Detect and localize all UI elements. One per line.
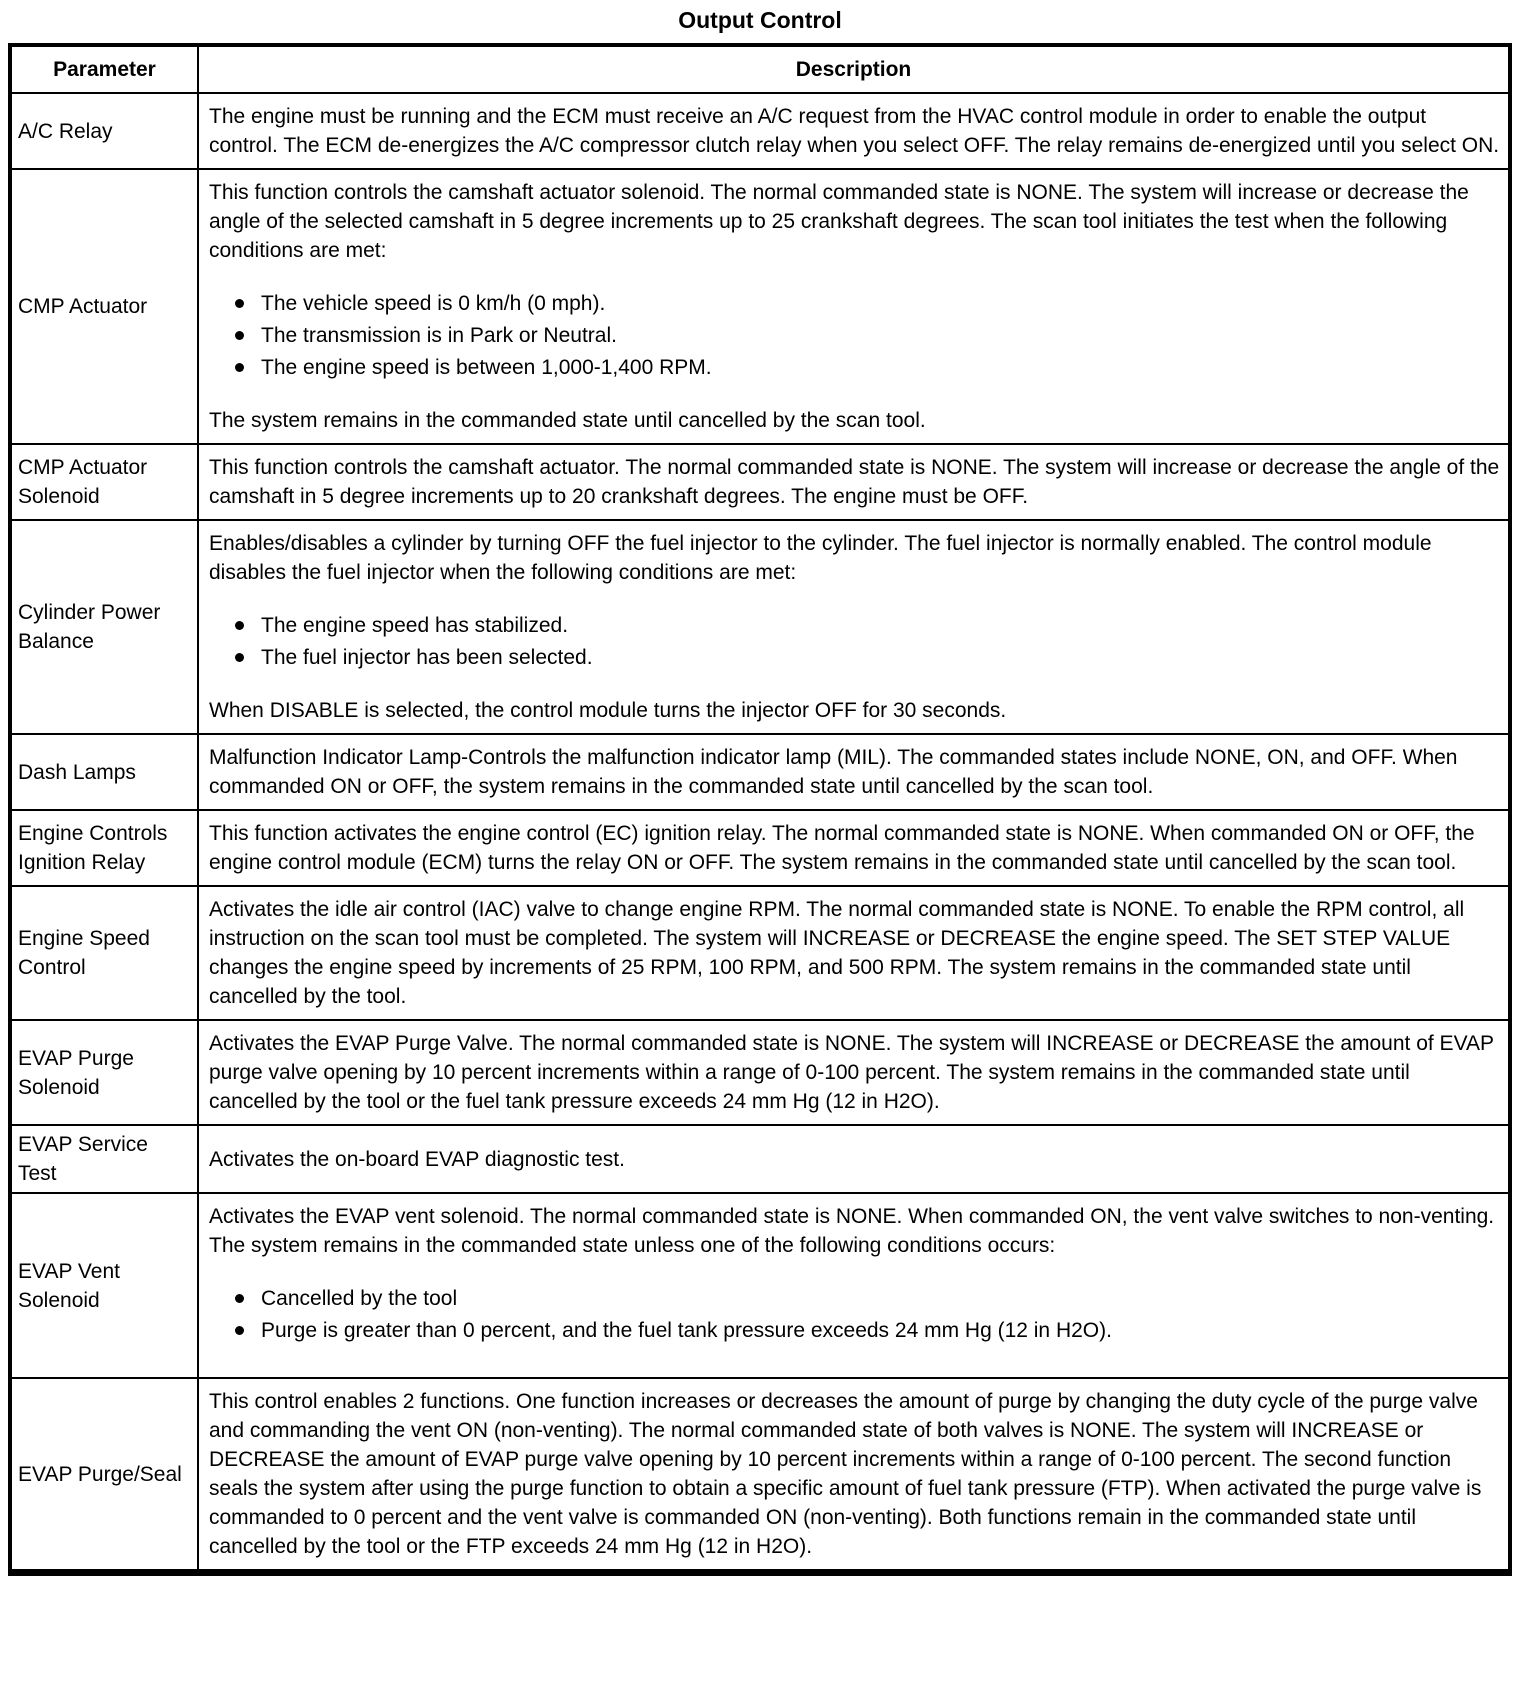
description-cell <box>198 169 1510 444</box>
description-cell <box>198 1125 1510 1193</box>
bullet-item <box>235 611 1500 640</box>
page-title: Output Control <box>678 7 842 33</box>
description-paragraph: The engine must be running and the ECM must receive an A/C request from the HVAC control module in order to enable the output control. The ECM de-energizes the A/C compressor clutch relay when you select OFF. The relay remains de-energized until you select ON. <box>209 105 1500 157</box>
description-paragraph: This function controls the camshaft actuator solenoid. The normal commanded state is NONE. The system will increase or decrease the angle of the selected camshaft in 5 degree increments up to 25 crankshaft degrees. The scan tool initiates the test when the following conditions are met: <box>209 181 1469 262</box>
description-cell <box>198 93 1510 169</box>
table-row <box>10 1193 1510 1378</box>
description-cell <box>198 520 1510 734</box>
description-paragraph: Activates the EVAP vent solenoid. The normal commanded state is NONE. When commanded ON, the vent valve switches to non-venting. The system remains in the commanded state unless one of the following conditions occurs: <box>209 1205 1495 1257</box>
bullet-item <box>235 321 1500 350</box>
table-row <box>10 734 1510 810</box>
bullet-icon <box>235 621 244 630</box>
bullet-item <box>235 1316 1500 1345</box>
bullet-list <box>209 611 1500 672</box>
bullet-item-text: The transmission is in Park or Neutral. <box>261 324 617 347</box>
bullet-list <box>209 1284 1500 1345</box>
table-row <box>10 520 1510 734</box>
header-row <box>10 45 1510 93</box>
bullet-item-text: Cancelled by the tool <box>261 1287 458 1310</box>
bullet-item-text: The fuel injector has been selected. <box>261 646 593 669</box>
description-cell <box>198 1193 1510 1378</box>
bullet-item <box>235 1284 1500 1313</box>
description-paragraph: Enables/disables a cylinder by turning OFF the fuel injector to the cylinder. The fuel injector is normally enabled. The control module disables the fuel injector when the following conditions are met: <box>209 532 1432 584</box>
table-row <box>10 810 1510 886</box>
bullet-item-text: The engine speed has stabilized. <box>261 614 569 637</box>
parameter-cell: EVAP Service Test <box>10 1125 198 1193</box>
description-cell <box>198 444 1510 520</box>
description-cell <box>198 734 1510 810</box>
parameter-cell: CMP Actuator <box>10 169 198 444</box>
table-body <box>10 93 1510 1573</box>
bullet-item-text: The engine speed is between 1,000-1,400 RPM. <box>261 356 712 379</box>
bullet-item <box>235 289 1500 318</box>
description-paragraph: Activates the EVAP Purge Valve. The normal commanded state is NONE. The system will INCREASE or DECREASE the amount of EVAP purge valve opening by 10 percent increments within a range of 0-100 percent. The system remains in the commanded state until cancelled by the tool or the fuel tank pressure exceeds 24 mm Hg (12 in H2O). <box>209 1032 1494 1113</box>
description-paragraph: When DISABLE is selected, the control module turns the injector OFF for 30 seconds. <box>209 699 1007 722</box>
description-cell <box>198 1378 1510 1573</box>
bullet-icon <box>235 1326 244 1335</box>
output-control-table <box>8 43 1512 1576</box>
bullet-item <box>235 643 1500 672</box>
description-cell <box>198 886 1510 1020</box>
table-row <box>10 444 1510 520</box>
description-paragraph: Activates the on-board EVAP diagnostic test. <box>209 1147 625 1171</box>
parameter-cell: A/C Relay <box>10 93 198 169</box>
table-row <box>10 93 1510 169</box>
parameter-cell: Dash Lamps <box>10 734 198 810</box>
bullet-icon <box>235 653 244 662</box>
parameter-cell: EVAP Vent Solenoid <box>10 1193 198 1378</box>
column-header-description: Description <box>198 45 1510 93</box>
table-row <box>10 169 1510 444</box>
description-paragraph: This control enables 2 functions. One function increases or decreases the amount of purge by changing the duty cycle of the purge valve and commanding the vent ON (non-venting). The normal commanded state of both valves is NONE. The system will INCREASE or DECREASE the amount of EVAP purge valve opening by 10 percent increments within a range of 0-100 percent. The second function seals the system after using the purge function to obtain a specific amount of fuel tank pressure (FTP). When activated the purge valve is commanded to 0 percent and the vent valve is commanded ON (non-venting). Both functions remain in the commanded state until cancelled by the tool or the FTP exceeds 24 mm Hg (12 in H2O). <box>209 1390 1482 1558</box>
parameter-cell: CMP Actuator Solenoid <box>10 444 198 520</box>
parameter-cell: Engine Speed Control <box>10 886 198 1020</box>
table-row <box>10 1378 1510 1573</box>
description-paragraph: This function activates the engine control (EC) ignition relay. The normal commanded state is NONE. When commanded ON or OFF, the engine control module (ECM) turns the relay ON or OFF. The system remains in the commanded state until cancelled by the scan tool. <box>209 822 1475 874</box>
bullet-item <box>235 353 1500 382</box>
description-paragraph: Malfunction Indicator Lamp-Controls the malfunction indicator lamp (MIL). The commanded states include NONE, ON, and OFF. When commanded ON or OFF, the system remains in the commanded state until cancelled by the scan tool. <box>209 746 1458 798</box>
bullet-list <box>209 289 1500 382</box>
description-paragraph: The system remains in the commanded state until cancelled by the scan tool. <box>209 409 926 432</box>
parameter-cell: Cylinder Power Balance <box>10 520 198 734</box>
bullet-icon <box>235 363 244 372</box>
column-header-parameter: Parameter <box>10 45 198 93</box>
table-row <box>10 886 1510 1020</box>
bullet-item-text: The vehicle speed is 0 km/h (0 mph). <box>261 292 606 315</box>
description-paragraph: This function controls the camshaft actuator. The normal commanded state is NONE. The system will increase or decrease the angle of the camshaft in 5 degree increments up to 20 crankshaft degrees. The engine must be OFF. <box>209 456 1500 508</box>
description-paragraph: Activates the idle air control (IAC) valve to change engine RPM. The normal commanded state is NONE. To enable the RPM control, all instruction on the scan tool must be completed. The system will INCREASE or DECREASE the engine speed. The SET STEP VALUE changes the engine speed by increments of 25 RPM, 100 RPM, and 500 RPM. The system remains in the commanded state until cancelled by the tool. <box>209 898 1465 1008</box>
description-cell <box>198 810 1510 886</box>
parameter-cell: EVAP Purge/Seal <box>10 1378 198 1573</box>
parameter-cell: EVAP Purge Solenoid <box>10 1020 198 1125</box>
bullet-item-text: Purge is greater than 0 percent, and the fuel tank pressure exceeds 24 mm Hg (12 in H2O). <box>261 1319 1112 1342</box>
bullet-icon <box>235 331 244 340</box>
parameter-cell: Engine Controls Ignition Relay <box>10 810 198 886</box>
table-header <box>10 45 1510 93</box>
bullet-icon <box>235 1294 244 1303</box>
table-row <box>10 1020 1510 1125</box>
table-row <box>10 1125 1510 1193</box>
description-cell <box>198 1020 1510 1125</box>
bullet-icon <box>235 299 244 308</box>
